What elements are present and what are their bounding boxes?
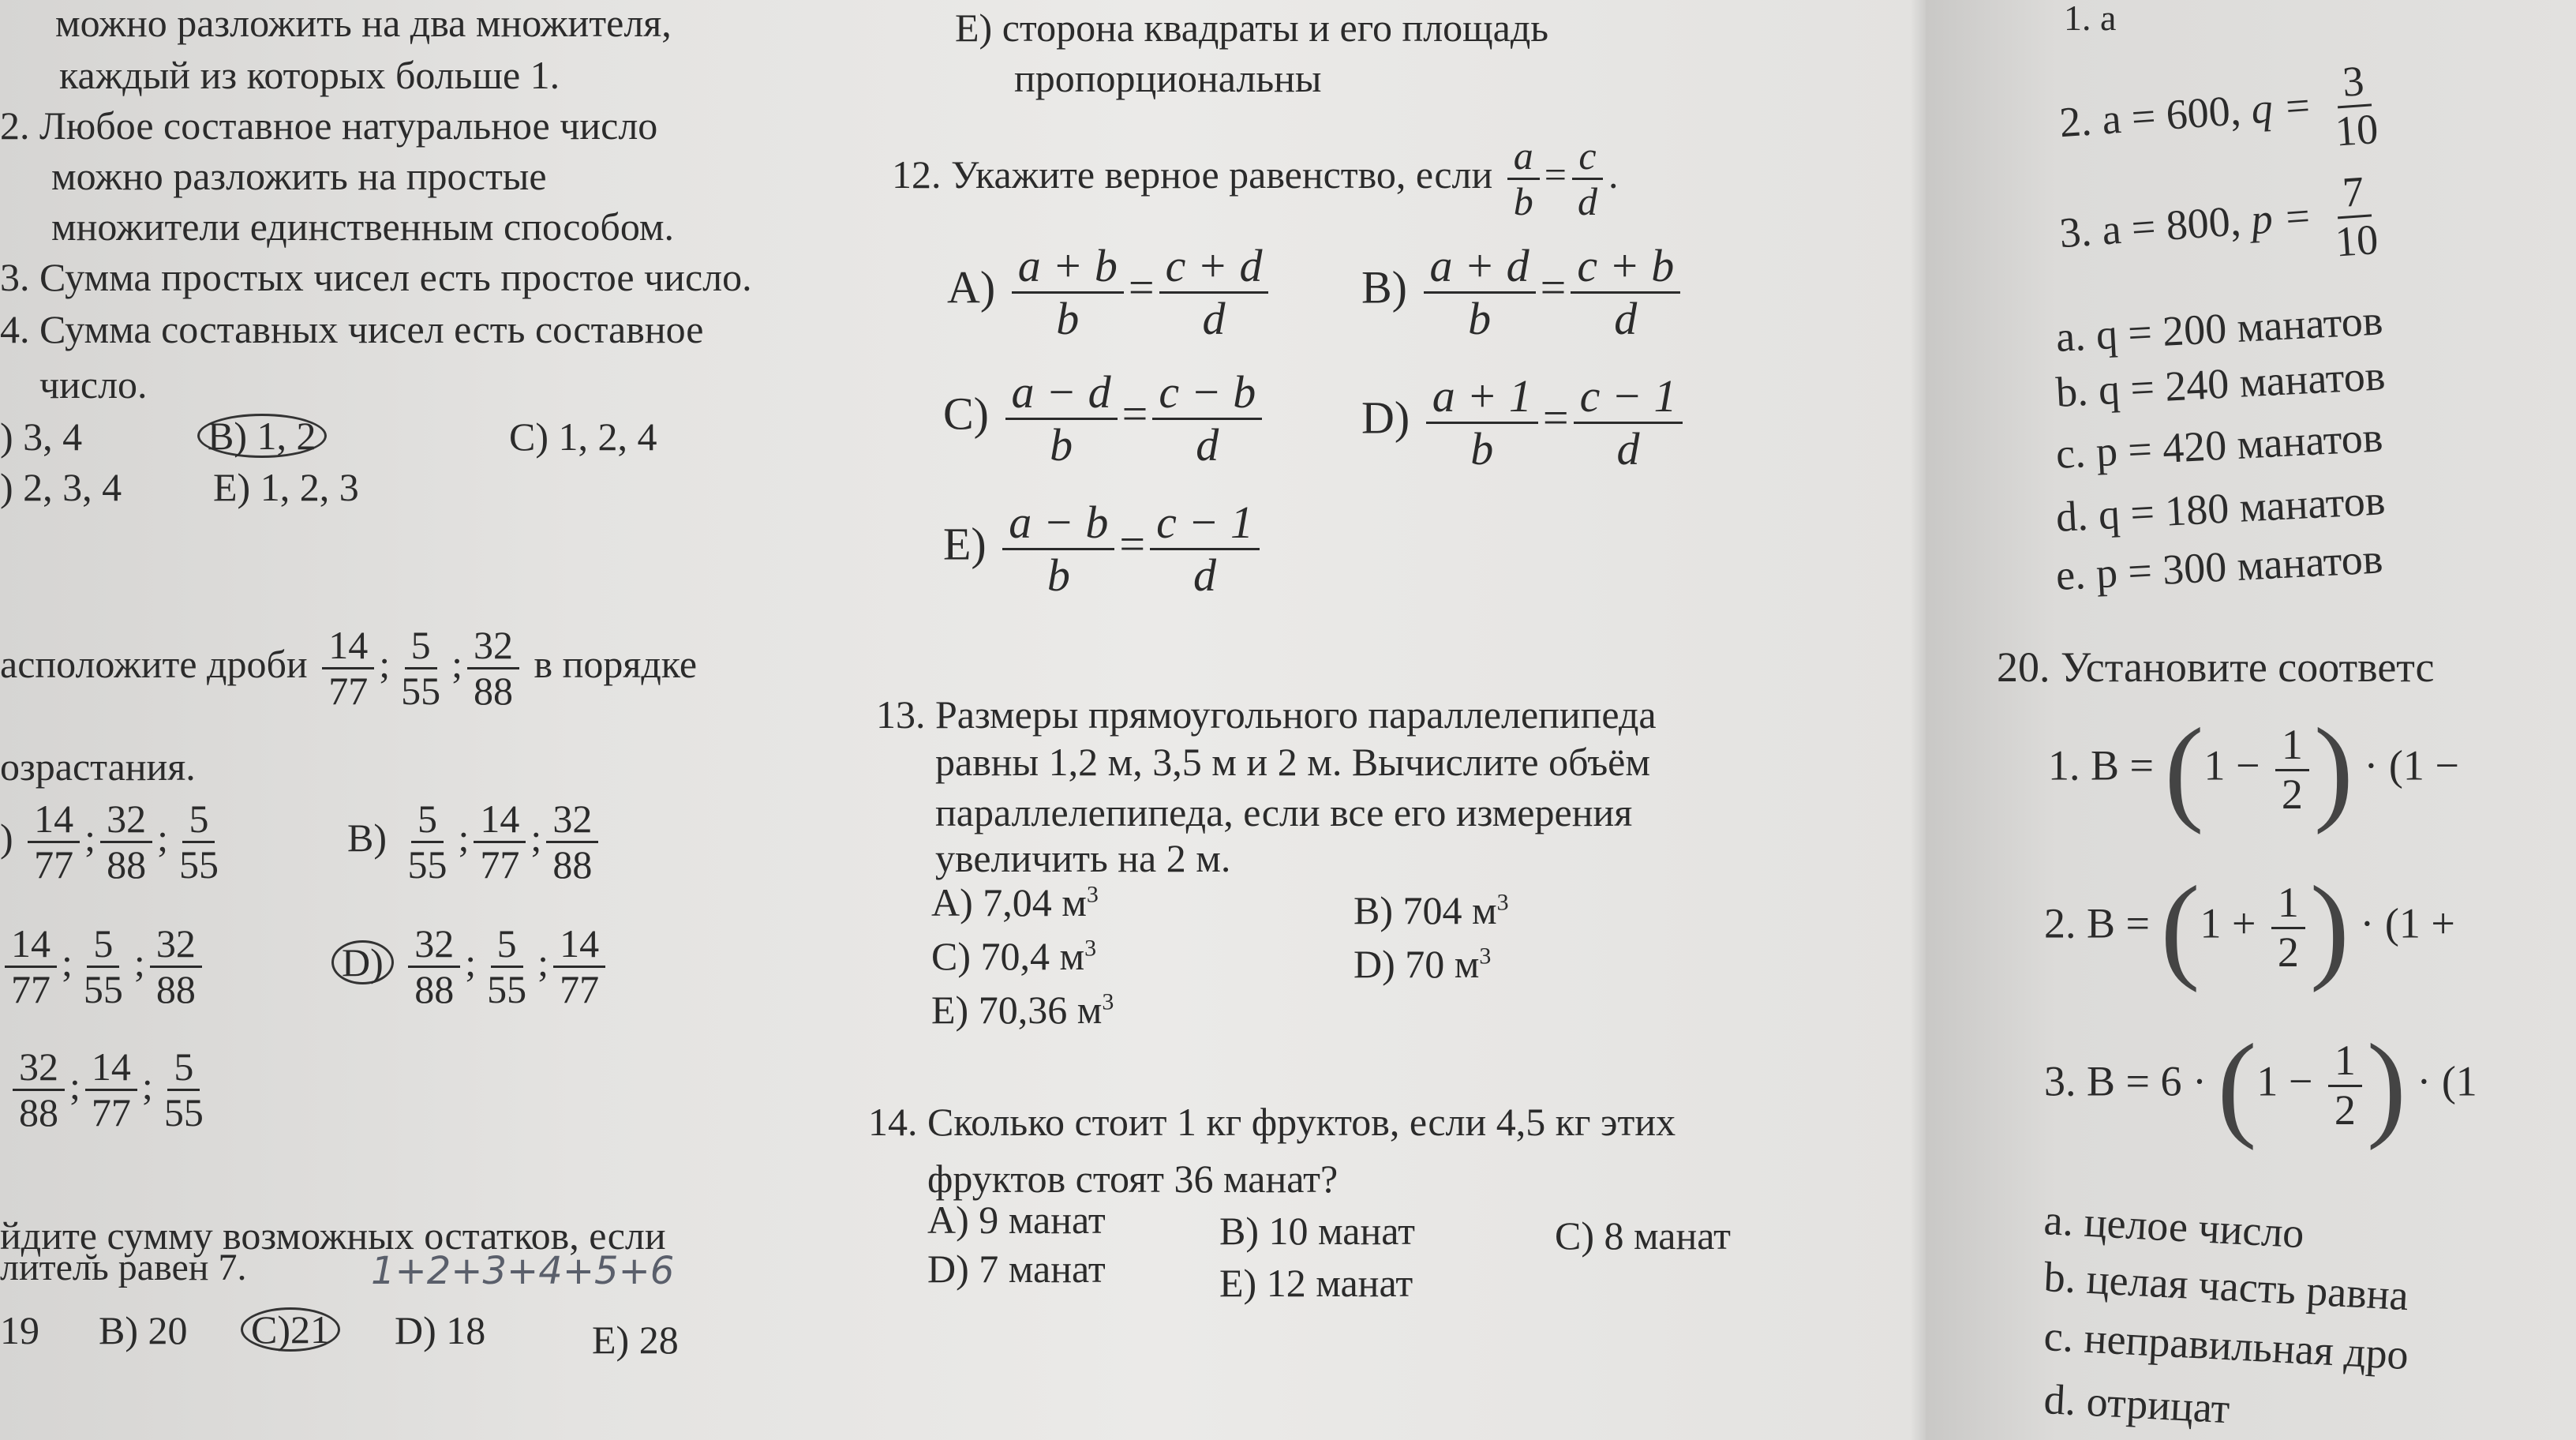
q12-option-b: B) $\frac{a + d}{b}$ = $\frac{c + b}{d}$ <box>1361 241 1685 344</box>
fraction <box>546 797 598 887</box>
text-line: можно разложить на два множителя, <box>55 1 672 45</box>
frac-option-a: ) $\frac{14}{77}$ ; $\frac{32}{88}$ ; $\frac{5}{55}$ <box>0 797 230 887</box>
right-page <box>1926 0 2576 1440</box>
denominator: 77 <box>91 1090 131 1134</box>
numerator: 1 <box>2328 1037 2362 1086</box>
numerator: 7 <box>2334 167 2372 219</box>
option-text: A) 7,04 м <box>931 880 1087 924</box>
denominator: 10 <box>2334 216 2380 266</box>
numerator: 1 <box>2275 722 2309 771</box>
denominator: d <box>1616 422 1640 474</box>
expr-text: 1. B = <box>2048 741 2154 789</box>
denominator: 77 <box>11 967 51 1011</box>
option-text: D) 70 м <box>1354 942 1480 986</box>
numerator: c − b <box>1152 367 1262 420</box>
property-c: c. неправильная дро <box>2042 1312 2410 1379</box>
fraction <box>402 797 454 887</box>
denominator: b <box>1470 422 1494 474</box>
text-line: 2. Любое составное натуральное число <box>0 103 658 148</box>
question-text: асположите дроби <box>0 641 308 686</box>
denominator: b <box>1513 179 1533 223</box>
fraction <box>1002 497 1114 601</box>
numerator: a − d <box>1005 367 1118 420</box>
frac-option-c: $\frac{14}{77}$ ; $\frac{5}{55}$ ; $\frac{32}{88}$ <box>0 922 207 1011</box>
numerator: 5 <box>411 797 444 843</box>
condition-3 <box>2057 167 2391 285</box>
q14-option-c: C) 8 манат <box>1555 1213 1731 1258</box>
numerator: 32 <box>408 922 460 968</box>
option-text: E) 70,36 м <box>931 988 1103 1032</box>
exponent: 3 <box>1086 881 1099 908</box>
condition-text: 2. a = 600, <box>2057 86 2243 147</box>
fraction <box>2324 57 2386 156</box>
denominator: 55 <box>407 842 447 887</box>
fraction <box>1574 371 1683 474</box>
answer-d: d. q = 180 манатов <box>2054 476 2387 541</box>
fraction <box>1571 241 1680 344</box>
text-line: 4. Сумма составных чисел есть составное <box>0 307 704 351</box>
q13-option-d <box>1354 944 1491 984</box>
question-text: 12. Укажите верное равенство, если <box>892 152 1493 197</box>
denominator: 2 <box>2281 770 2303 818</box>
paren: ( <box>2160 862 2200 993</box>
denominator: 88 <box>552 842 593 887</box>
question-12: 12. Укажите верное равенство, если $\frac{a}{b}$ = $\frac{c}{d}$ . <box>892 133 1619 223</box>
numerator: c − 1 <box>1150 497 1260 550</box>
text-line: лител̆ь равен 7. <box>0 1247 247 1288</box>
fraction <box>1424 241 1536 344</box>
option-b-label: B) 1, 2 <box>197 414 327 458</box>
option-label: E) <box>943 518 987 570</box>
q14-option-d: D) 7 манат <box>927 1247 1106 1291</box>
numerator: a − b <box>1002 497 1114 550</box>
expr-3 <box>2044 1020 2477 1151</box>
expr-text: 1 − <box>2203 741 2260 789</box>
fraction <box>100 797 152 887</box>
option-text: C) 70,4 м <box>931 934 1085 978</box>
property-a: a. целое число <box>2042 1196 2306 1258</box>
text-line: число. <box>39 362 148 407</box>
fraction <box>13 1045 65 1134</box>
numerator: 14 <box>28 797 80 843</box>
denominator: d <box>1614 292 1638 344</box>
denominator: 55 <box>83 967 123 1011</box>
fraction <box>1507 134 1540 223</box>
frac-option-e: $\frac{32}{88}$ ; $\frac{14}{77}$ ; $\frac{5}{55}$ <box>8 1045 215 1134</box>
fraction <box>2328 1037 2362 1134</box>
denominator: 55 <box>487 967 527 1011</box>
fraction <box>173 797 225 887</box>
fraction <box>467 624 519 713</box>
text-line: озрастания. <box>0 744 196 789</box>
denominator: d <box>1193 549 1217 601</box>
numerator: 5 <box>405 624 437 669</box>
denominator: 88 <box>414 967 455 1011</box>
text-line: множители единственным способом. <box>51 204 675 249</box>
expr-text: 1 + <box>2200 899 2256 947</box>
text-line: 3. Сумма простых чисел есть простое число. <box>0 255 752 299</box>
numerator: 3 <box>2334 57 2372 108</box>
denominator: 55 <box>163 1090 204 1134</box>
option-a: 19 <box>0 1308 39 1352</box>
fraction <box>158 1045 210 1134</box>
fraction <box>481 922 533 1011</box>
fraction <box>2275 722 2309 818</box>
paren: ) <box>2366 1020 2406 1151</box>
q13-option-a <box>931 880 1099 924</box>
option-b-circled <box>197 414 327 458</box>
handwritten-note: 1+2+3+4+5+6 <box>371 1249 675 1293</box>
condition-2 <box>2057 56 2391 174</box>
question-13-line: увеличить на 2 м. <box>935 836 1231 880</box>
denominator: 2 <box>2334 1086 2356 1134</box>
numerator: 32 <box>546 797 598 843</box>
numerator: 14 <box>322 624 374 669</box>
expr-text: · (1 + <box>2360 899 2455 947</box>
q12-option-d: D) $\frac{a + 1}{b}$ = $\frac{c - 1}{d}$ <box>1361 371 1687 474</box>
text-line: 1. a <box>2064 0 2117 38</box>
denominator: d <box>1202 292 1226 344</box>
paren: ( <box>2164 704 2204 835</box>
denominator: b <box>1046 549 1070 601</box>
numerator: 14 <box>85 1045 137 1091</box>
denominator: 77 <box>480 842 520 887</box>
denominator: d <box>1196 418 1219 471</box>
option-e: E) 1, 2, 3 <box>213 465 359 509</box>
fraction <box>2324 167 2386 267</box>
numerator: c + b <box>1571 241 1680 294</box>
option-label: D) <box>331 940 394 984</box>
denominator: b <box>1050 418 1073 471</box>
expr-2 <box>2044 862 2455 993</box>
question-text: в порядке <box>534 641 698 686</box>
fraction <box>1426 371 1538 474</box>
denominator: 55 <box>401 669 441 713</box>
numerator: 32 <box>150 922 202 968</box>
expr-text: 2. B = <box>2044 899 2150 947</box>
expr-text: 3. B = 6 · <box>2044 1057 2207 1105</box>
question-13-line: параллелепипеда, если все его измерения <box>935 790 1633 834</box>
option-b: B) 20 <box>99 1308 188 1352</box>
option-d: ) 2, 3, 4 <box>0 465 122 509</box>
exponent: 3 <box>1479 943 1492 969</box>
numerator: 32 <box>467 624 519 669</box>
frac-option-d-circled: D) $\frac{32}{88}$ ; $\frac{5}{55}$ ; $\frac{14}{77}$ <box>331 922 610 1011</box>
option-d: D) 18 <box>395 1308 486 1352</box>
condition-var: p = <box>2249 192 2314 244</box>
q12-option-c: C) $\frac{a - d}{b}$ = $\frac{c - b}{d}$ <box>943 367 1267 471</box>
option-label: A) <box>947 261 996 313</box>
denominator: b <box>1468 292 1492 344</box>
option-label: D) <box>1361 392 1410 444</box>
option-a: ) 3, 4 <box>0 414 83 459</box>
option-label: C) <box>943 388 989 440</box>
expr-text: · (1 <box>2417 1057 2477 1105</box>
option-label: C)21 <box>241 1307 340 1352</box>
frac-option-b: B) $\frac{5}{55}$ ; $\frac{14}{77}$ ; $\frac{32}{88}$ <box>347 797 603 887</box>
fraction <box>77 922 129 1011</box>
text-line: пропорциональны <box>1014 56 1322 100</box>
numerator: 1 <box>2271 879 2305 928</box>
numerator: c + d <box>1159 241 1269 294</box>
fraction <box>395 624 447 713</box>
text-line: можно разложить на простые <box>51 154 547 198</box>
numerator: a + b <box>1012 241 1124 294</box>
numerator: 5 <box>167 1045 200 1091</box>
text-line: каждый из которых больше 1. <box>59 53 560 97</box>
numerator: 14 <box>553 922 605 968</box>
q12-option-e: E) $\frac{a - b}{b}$ = $\frac{c - 1}{d}$ <box>943 497 1264 601</box>
fraction <box>85 1045 137 1134</box>
q12-option-a: A) $\frac{a + b}{b}$ = $\frac{c + d}{d}$ <box>947 241 1273 344</box>
paren: ) <box>2309 862 2349 993</box>
numerator: c − 1 <box>1574 371 1683 424</box>
denominator: d <box>1577 179 1597 223</box>
fraction <box>408 922 460 1011</box>
option-c-circled <box>241 1307 340 1352</box>
numerator: 5 <box>491 922 523 968</box>
fraction <box>1159 241 1269 344</box>
question-13-line: 13. Размеры прямоугольного параллелепипеда <box>876 692 1657 737</box>
numerator: a + 1 <box>1426 371 1538 424</box>
paren: ( <box>2217 1020 2257 1151</box>
q14-option-e: E) 12 манат <box>1219 1261 1413 1305</box>
numerator: 5 <box>182 797 215 843</box>
fraction <box>1571 134 1604 223</box>
fraction <box>2271 879 2305 976</box>
answer-e: e. p = 300 манатов <box>2054 534 2384 599</box>
denominator: 88 <box>19 1090 58 1134</box>
question-14-line: фруктов стоят 36 манат? <box>927 1157 1339 1201</box>
option-label: B) <box>1361 261 1407 313</box>
answer-b: b. q = 240 манатов <box>2054 351 2387 416</box>
expr-text: · (1 − <box>2364 741 2459 789</box>
denominator: 10 <box>2334 105 2380 156</box>
answer-c: c. p = 420 манатов <box>2054 413 2384 478</box>
numerator: a + d <box>1424 241 1536 294</box>
fraction <box>322 624 374 713</box>
numerator: a <box>1507 134 1540 180</box>
question-14-line: 14. Сколько стоит 1 кг фруктов, если 4,5 кг этих <box>868 1100 1676 1144</box>
option-c: C) 1, 2, 4 <box>509 414 657 459</box>
paren: ) <box>2313 704 2353 835</box>
denominator: 88 <box>107 842 147 887</box>
fraction <box>1012 241 1124 344</box>
condition-var: q = <box>2249 81 2314 133</box>
fraction <box>553 922 605 1011</box>
option-e: E) 28 <box>592 1318 679 1362</box>
denominator: 77 <box>34 842 74 887</box>
q14-option-a: A) 9 манат <box>927 1198 1106 1242</box>
question-13-line: равны 1,2 м, 3,5 м и 2 м. Вычислите объём <box>935 740 1651 784</box>
text-line: E) сторона квадраты и его площадь <box>955 6 1549 50</box>
answer-a: a. q = 200 манатов <box>2054 296 2384 361</box>
fraction-question: асположите дроби $\frac{14}{77}$ ; $\frac{5}{55}$ ; $\frac{32}{88}$ в порядке <box>0 623 698 713</box>
fraction <box>5 922 57 1011</box>
numerator: 32 <box>13 1045 65 1091</box>
q13-option-c <box>931 936 1096 976</box>
denominator: 77 <box>560 967 600 1011</box>
denominator: 88 <box>155 967 196 1011</box>
denominator: 77 <box>328 669 369 713</box>
fraction <box>1150 497 1260 601</box>
text-line: йдите сумму возможных остатков, если <box>0 1213 666 1258</box>
option-text: B) 704 м <box>1354 888 1497 932</box>
expr-1 <box>2048 704 2459 835</box>
fraction <box>1005 367 1118 471</box>
numerator: 14 <box>5 922 57 968</box>
question-20: 20. Установите соответс <box>1997 643 2435 691</box>
numerator: c <box>1572 134 1602 180</box>
fraction <box>28 797 80 887</box>
option-label: B) <box>347 815 387 860</box>
numerator: 14 <box>474 797 526 843</box>
condition-text: 3. a = 800, <box>2057 197 2243 257</box>
numerator: 32 <box>100 797 152 843</box>
exponent: 3 <box>1084 935 1097 962</box>
denominator: 55 <box>178 842 219 887</box>
q13-option-b <box>1354 888 1509 932</box>
q13-option-e <box>931 988 1114 1032</box>
numerator: 5 <box>87 922 119 968</box>
option-label: ) <box>0 815 13 860</box>
denominator: b <box>1056 292 1080 344</box>
property-b: b. целая часть равна <box>2042 1253 2410 1320</box>
property-d: d. отрицат <box>2042 1375 2231 1433</box>
q14-option-b: B) 10 манат <box>1219 1209 1415 1253</box>
exponent: 3 <box>1102 988 1114 1015</box>
denominator: 88 <box>474 669 513 713</box>
denominator: 2 <box>2277 928 2299 976</box>
fraction <box>1152 367 1262 471</box>
expr-text: 1 − <box>2256 1057 2313 1105</box>
fraction <box>150 922 202 1011</box>
exponent: 3 <box>1496 889 1509 916</box>
fraction <box>474 797 526 887</box>
